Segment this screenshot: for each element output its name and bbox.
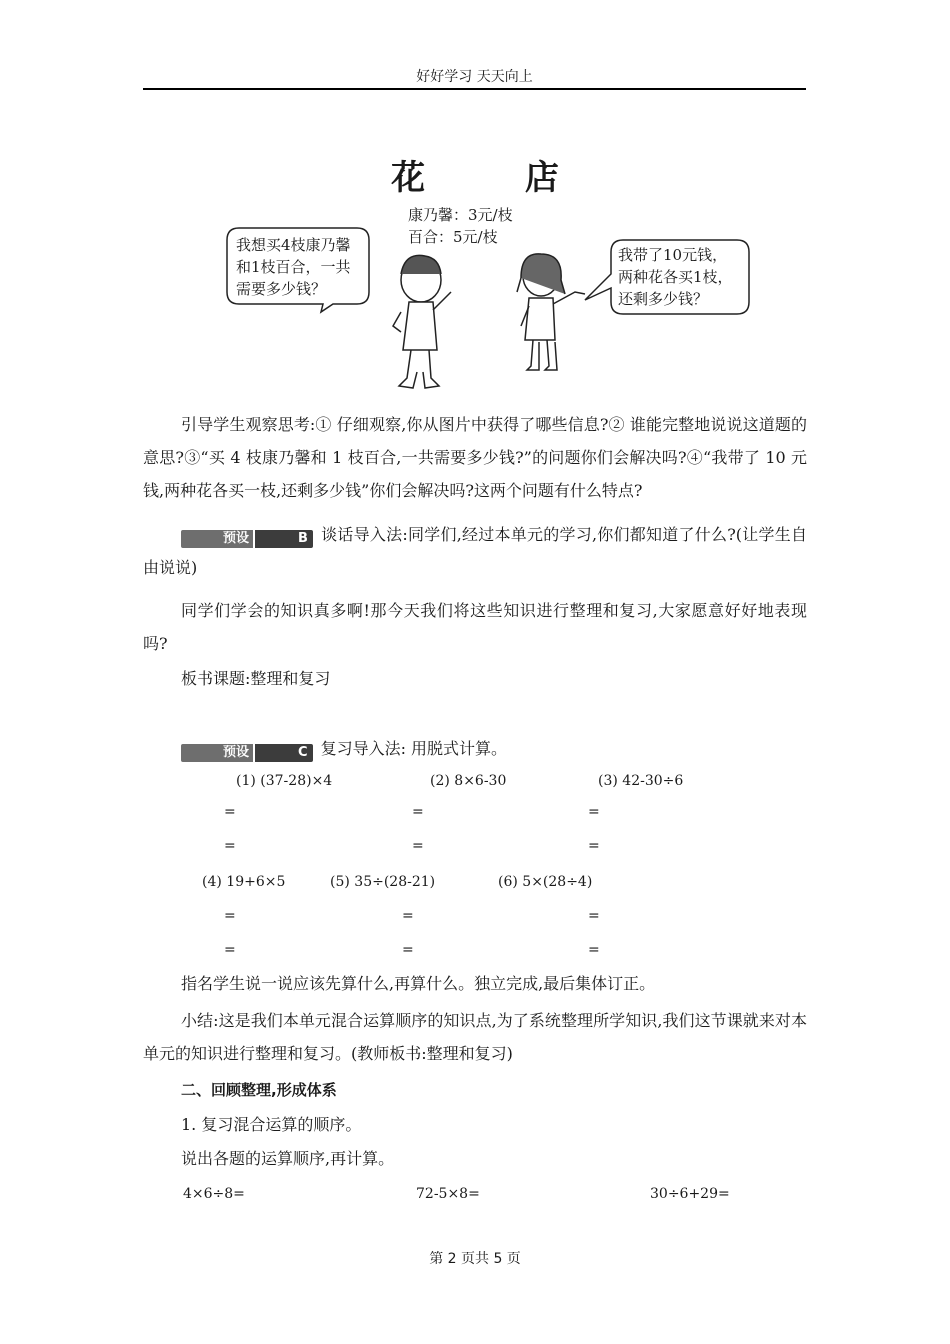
price-carnation: 康乃馨：3元/枝 [408,206,513,224]
exercise-1: (1) (37-28)×4 [236,773,333,789]
bubble-right-line: 还剩多少钱？ [618,290,709,308]
equals-sign: = [224,942,236,958]
paragraph-summary: 小结:这是我们本单元混合运算顺序的知识点,为了系统整理所学知识,我们这节课就来对本单元的知识进行整理和复习。(教师板书:整理和复习) [143,1011,807,1063]
page-footer: 第 2 页共 5 页 [429,1251,521,1267]
equals-sign: = [412,804,424,820]
paragraph-instruction: 指名学生说一说应该先算什么,再算什么。独立完成,最后集体订正。 [181,974,656,993]
calc-3: 30÷6+29= [650,1186,730,1202]
paragraph-observe: 引导学生观察思考:① 仔细观察,你从图片中获得了哪些信息?② 谁能完整地说说这道题的意思?③“买 4 枝康乃馨和 1 枝百合,一共需要多少钱?”的问题你们会解决吗?④“我带了 10 元钱,两种花各买一枝,还剩多少钱”你们会解决吗?这两个问题有什么特点? [143,415,807,500]
preset-b-word: 预设 [181,530,253,548]
preset-c-word: 预设 [181,744,253,762]
page-title: 花 店 [391,158,603,198]
bubble-left-line: 我想买4枝康乃馨 [236,236,351,254]
exercise-3: (3) 42-30÷6 [598,773,684,789]
preset-c-paragraph [143,732,807,765]
bubble-left-text [236,234,351,300]
preset-c-letter: C [255,744,313,762]
section-heading: 二、回顾整理,形成体系 [181,1081,337,1099]
bubble-left-line: 和1枝百合，一共 [236,258,351,276]
equals-sign: = [588,838,600,854]
boy-figure [393,255,451,388]
page-header: 好好学习 天天向上 [143,66,806,90]
price-lily: 百合：5元/枝 [408,228,498,246]
equals-sign: = [588,804,600,820]
exercise-4: (4) 19+6×5 [202,874,286,890]
paragraph-knowledge: 同学们学会的知识真多啊!那今天我们将这些知识进行整理和复习,大家愿意好好地表现吗? [143,601,807,653]
exercise-2: (2) 8×6-30 [430,773,507,789]
equals-sign: = [224,838,236,854]
exercise-5: (5) 35÷(28-21) [330,874,436,890]
equals-sign: = [402,942,414,958]
equals-sign: = [224,908,236,924]
calc-1: 4×6÷8= [183,1186,245,1202]
item-review-instruction: 说出各题的运算顺序,再计算。 [181,1149,395,1168]
exercise-6: (6) 5×(28÷4) [498,874,593,890]
bubble-right-line: 我带了10元钱， [618,246,728,264]
equals-sign: = [588,942,600,958]
preset-c-text: 复习导入法: 用脱式计算。 [320,739,508,758]
bubble-right-text [618,244,733,310]
girl-figure [517,254,585,370]
item-review-order: 1. 复习混合运算的顺序。 [181,1115,362,1134]
equals-sign: = [402,908,414,924]
preset-b-letter: B [255,530,313,548]
equals-sign: = [224,804,236,820]
preset-b-text: 谈话导入法:同学们,经过本单元的学习,你们都知道了什么?(让学生自由说说) [143,525,807,577]
preset-c-badge [181,744,313,762]
preset-b-paragraph [143,518,807,584]
paragraph-board-title: 板书课题:整理和复习 [181,669,331,688]
calc-2: 72-5×8= [416,1186,480,1202]
equals-sign: = [588,908,600,924]
bubble-left-line: 需要多少钱？ [236,280,327,298]
preset-b-badge [181,530,313,548]
bubble-right-line: 两种花各买1枝， [618,268,733,286]
equals-sign: = [412,838,424,854]
